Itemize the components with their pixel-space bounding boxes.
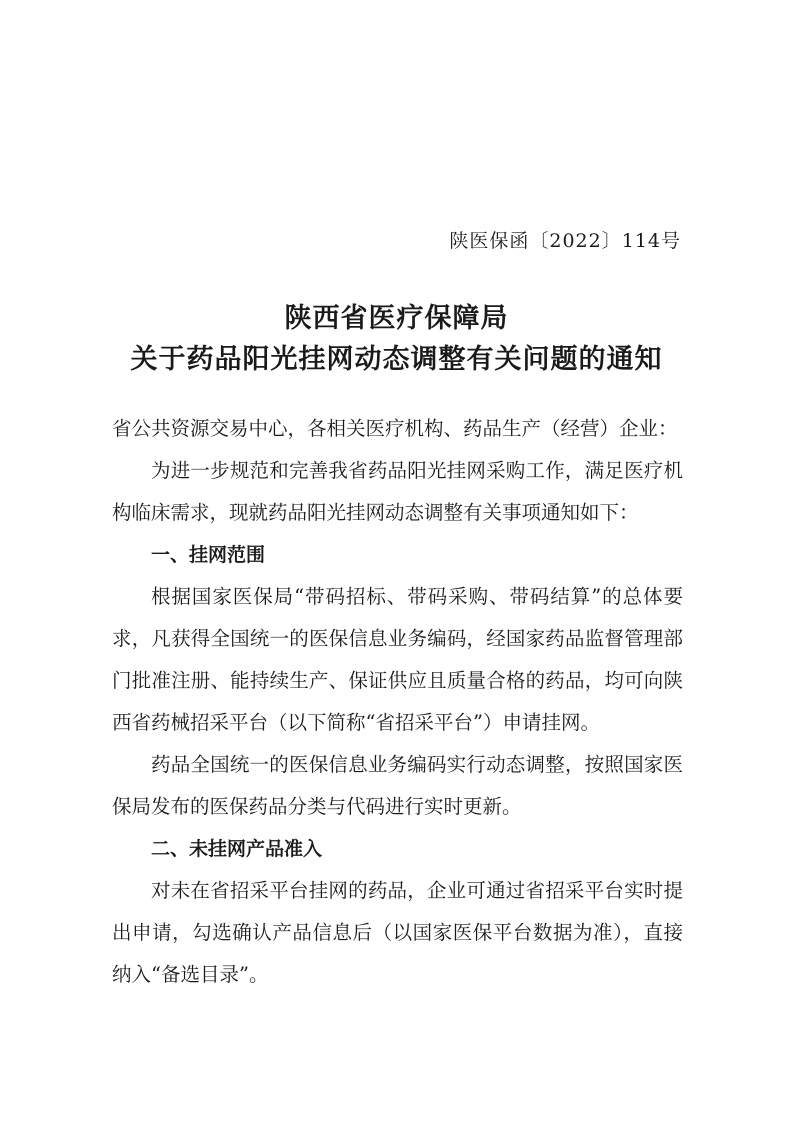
document-title-subject: 关于药品阳光挂网动态调整有关问题的通知	[130, 344, 663, 375]
section-1-heading: 一、挂网范围	[151, 544, 266, 566]
section-2-paragraph-1: 对未在省招采平台挂网的药品，企业可通过省招采平台实时提出申请，勾选确认产品信息后（以国家医保平台数据为准），直接纳入“备选目录”。	[112, 879, 683, 986]
section-2-heading: 二、未挂网产品准入	[151, 838, 323, 860]
section-1-paragraph-2: 药品全国统一的医保信息业务编码实行动态调整，按照国家医保局发布的医保药品分类与代码进行实时更新。	[112, 753, 683, 818]
section-1-paragraph-1: 根据国家医保局“带码招标、带码采购、带码结算”的总体要求，凡获得全国统一的医保信息业务编码，经国家药品监督管理部门批准注册、能持续生产、保证供应且质量合格的药品，均可向陕西省药械招采平台（以下简称“省招采平台”）申请挂网。	[112, 585, 683, 734]
document-number: 陕医保函〔2022〕114号	[449, 230, 681, 252]
document-title-issuer: 陕西省医疗保障局	[284, 303, 509, 334]
recipients-line: 省公共资源交易中心，各相关医疗机构、药品生产（经营）企业：	[112, 417, 678, 440]
document-body	[112, 408, 683, 996]
intro-paragraph: 为进一步规范和完善我省药品阳光挂网采购工作，满足医疗机构临床需求，现就药品阳光挂网动态调整有关事项通知如下：	[112, 459, 683, 524]
